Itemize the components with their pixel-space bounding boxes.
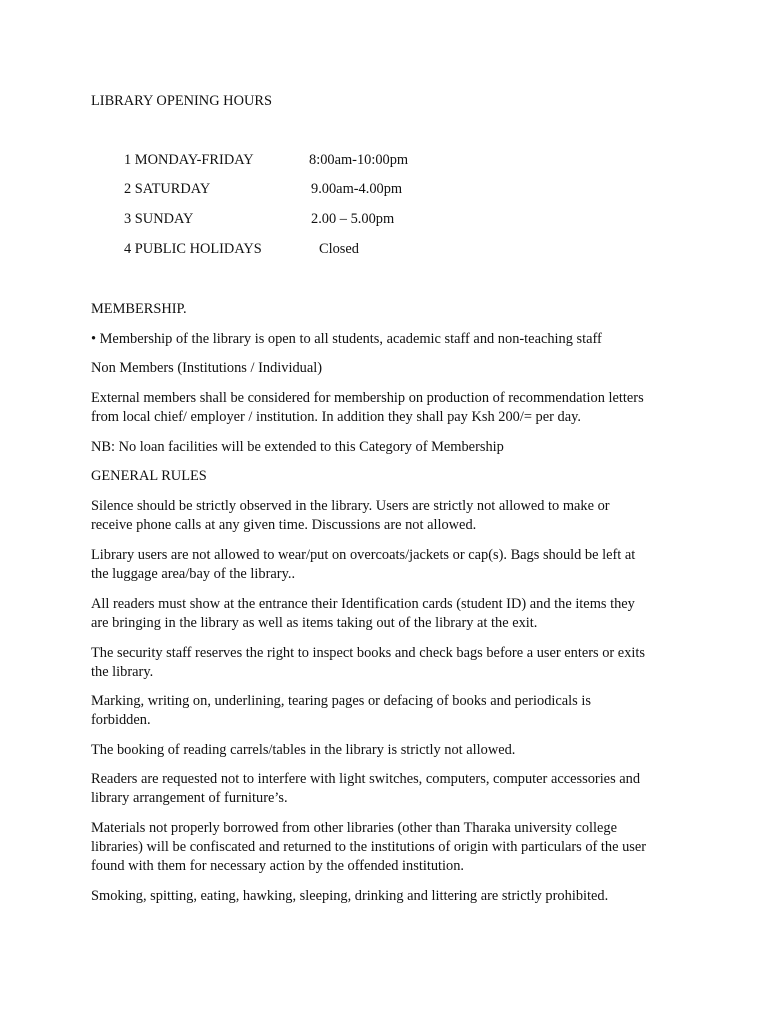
paragraph-line: External members shall be considered for membership on production of recommendation letters: [91, 390, 644, 406]
rule-paragraph: [91, 595, 711, 633]
non-members-title: Non Members (Institutions / Individual): [91, 360, 323, 376]
rule-paragraph: [91, 770, 711, 808]
hours-time: Closed: [319, 241, 359, 257]
paragraph-line: the luggage area/bay of the library..: [91, 566, 296, 582]
hours-day: 3 SUNDAY: [124, 211, 194, 227]
rule-paragraph: [91, 819, 711, 876]
paragraph-line: forbidden.: [91, 712, 151, 728]
paragraph-line: found with them for necessary action by the offended institution.: [91, 858, 465, 874]
hours-row-weekdays: [124, 152, 524, 172]
external-members-paragraph: [91, 389, 711, 427]
paragraph-line: Library users are not allowed to wear/put on overcoats/jackets or cap(s). Bags should be left at: [91, 547, 636, 563]
opening-hours-title: LIBRARY OPENING HOURS: [91, 93, 272, 109]
hours-time: 9.00am-4.00pm: [311, 181, 403, 197]
paragraph-line: Silence should be strictly observed in the library. Users are strictly not allowed to make or: [91, 498, 610, 514]
hours-row-sunday: [124, 211, 524, 231]
paragraph-line: from local chief/ employer / institution. In addition they shall pay Ksh 200/= per day.: [91, 409, 581, 425]
hours-row-public-holidays: [124, 241, 524, 261]
paragraph-line: The security staff reserves the right to inspect books and check bags before a user enters or exits: [91, 645, 645, 661]
paragraph-line: Readers are requested not to interfere with light switches, computers, computer accessories and: [91, 771, 641, 787]
hours-time: 8:00am-10:00pm: [309, 152, 409, 168]
membership-bullet: • Membership of the library is open to all students, academic staff and non-teaching staff: [91, 331, 602, 347]
rule-paragraph: [91, 644, 711, 682]
paragraph-line: library arrangement of furniture’s.: [91, 790, 288, 806]
paragraph-line: libraries) will be confiscated and returned to the institutions of origin with particulars of the user: [91, 839, 647, 855]
rule-paragraph: [91, 692, 711, 730]
hours-time: 2.00 – 5.00pm: [311, 211, 395, 227]
rule-paragraph: [91, 497, 711, 535]
hours-row-saturday: [124, 181, 524, 201]
paragraph-line: All readers must show at the entrance their Identification cards (student ID) and the items they: [91, 596, 635, 612]
hours-day: 1 MONDAY-FRIDAY: [124, 152, 254, 168]
rule-paragraph: [91, 887, 711, 906]
nb-note: NB: No loan facilities will be extended to this Category of Membership: [91, 439, 504, 455]
paragraph-line: Smoking, spitting, eating, hawking, sleeping, drinking and littering are strictly prohibited.: [91, 888, 609, 904]
hours-day: 2 SATURDAY: [124, 181, 211, 197]
general-rules-title: GENERAL RULES: [91, 468, 207, 484]
paragraph-line: the library.: [91, 664, 154, 680]
paragraph-line: receive phone calls at any given time. Discussions are not allowed.: [91, 517, 477, 533]
membership-title: MEMBERSHIP.: [91, 301, 187, 317]
rule-paragraph: [91, 546, 711, 584]
paragraph-line: Marking, writing on, underlining, tearing pages or defacing of books and periodicals is: [91, 693, 591, 709]
paragraph-line: Materials not properly borrowed from other libraries (other than Tharaka university college: [91, 820, 618, 836]
hours-day: 4 PUBLIC HOLIDAYS: [124, 241, 262, 257]
rule-paragraph: [91, 741, 711, 760]
paragraph-line: The booking of reading carrels/tables in the library is strictly not allowed.: [91, 742, 516, 758]
paragraph-line: are bringing in the library as well as items taking out of the library at the exit.: [91, 615, 538, 631]
